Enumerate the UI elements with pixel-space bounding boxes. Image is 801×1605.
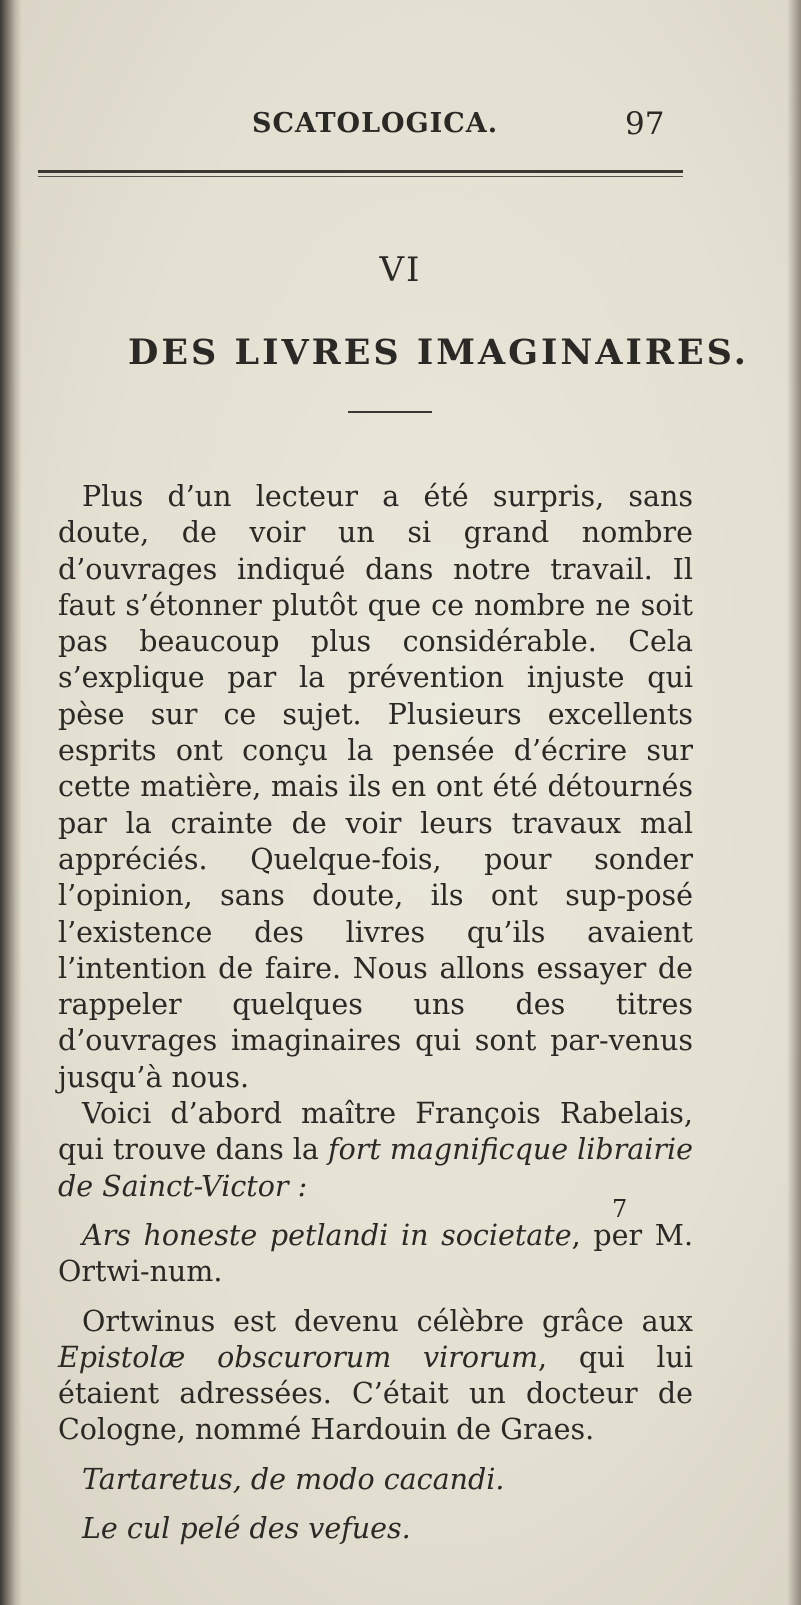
page-binding-shadow (0, 0, 22, 1605)
book-entry-cul-pele (58, 1511, 693, 1547)
body-text (58, 479, 693, 1547)
book-entry-tartaretus (58, 1462, 693, 1498)
book-title-cul-pele: Le cul pelé des vefues. (82, 1512, 411, 1546)
library-name: fort magnificque librairie de Sainct-Victor : (58, 1133, 693, 1203)
book-title-tartaretus: Tartaretus, de modo cacandi. (82, 1462, 505, 1496)
chapter-divider (348, 411, 432, 413)
chapter-title: DES LIVRES IMAGINAIRES. (128, 332, 749, 373)
page-edge-shadow (787, 0, 801, 1605)
paragraph-intro: Plus d’un lecteur a été surpris, sans doute, de voir un si grand nombre d’ouvrages indiqué dans notre travail. Il faut s’étonner plutôt que ce nombre ne soit pas beaucoup plus considérable. Cela s’explique par la prévention injuste qui pèse sur ce sujet. Plusieurs excellents esprits ont conçu la pensée d’écrire sur cette matière, mais ils en ont été détournés par la crainte de voir leurs travaux mal appréciés. Quelque-fois, pour sonder l’opinion, sans doute, ils ont sup-posé l’existence des livres qu’ils avaient l’intention de faire. Nous allons essayer de rappeler quelques uns des titres d’ouvrages imaginaires qui sont par-venus jusqu’à nous. (58, 480, 693, 1094)
paragraph-ortwinus (58, 1304, 693, 1449)
rabelais-text: Voici d’abord maître François Rabelais, qui trouve dans la (58, 1097, 693, 1167)
page-number: 97 (625, 106, 665, 142)
running-title: SCATOLOGICA. (252, 108, 499, 139)
book-title-ars: Ars honeste petlandi in societate (82, 1218, 572, 1252)
book-entry-ars (58, 1218, 693, 1291)
chapter-number: VI (379, 250, 422, 290)
ortwinus-text-2: , qui lui étaient adressées. C’était un docteur de Cologne, nommé Hardouin de Graes. (58, 1340, 694, 1447)
signature-mark: 7 (612, 1195, 628, 1223)
book-author-ars: , per M. Ortwi-num. (58, 1218, 693, 1289)
header-rule (38, 170, 683, 173)
paragraph-rabelais (58, 1096, 693, 1205)
ortwinus-text-1: Ortwinus est devenu célèbre grâce aux (82, 1304, 693, 1338)
page-header (0, 108, 801, 148)
epistolae-title: Epistolæ obscurorum virorum (58, 1340, 539, 1374)
